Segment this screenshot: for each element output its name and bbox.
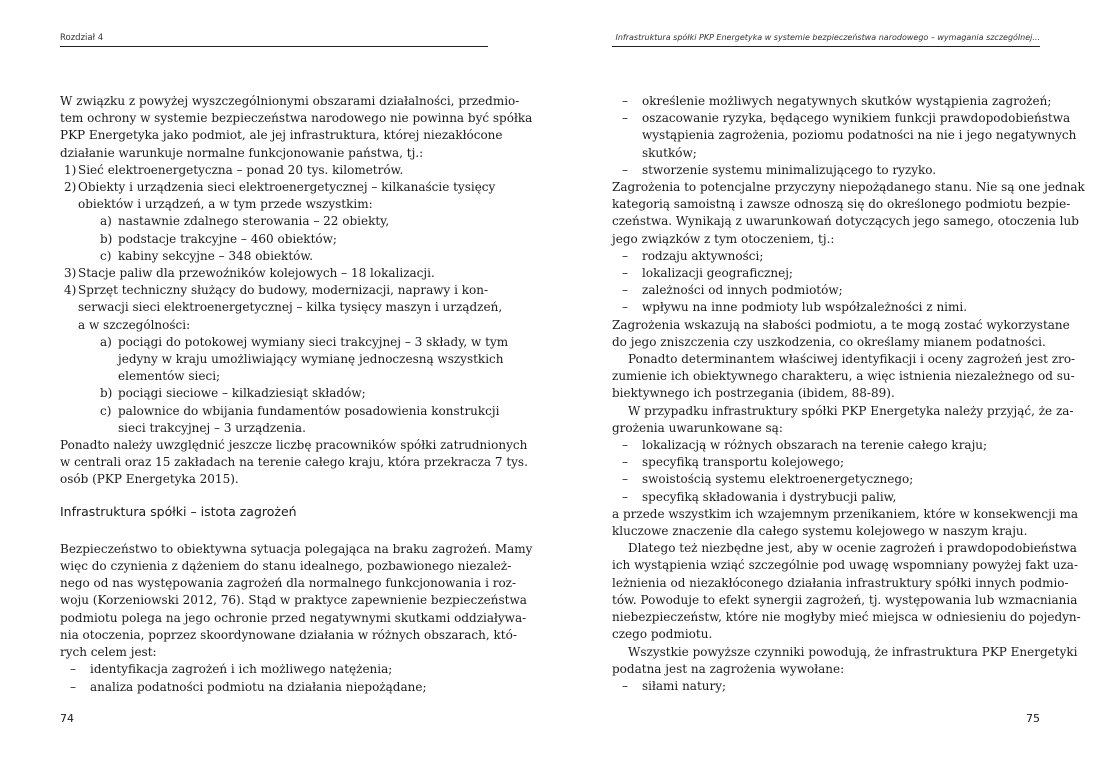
running-head-right: Infrastruktura spółki PKP Energetyka w systemie bezpieczeństwa narodowego – wymagania szczególnej... (615, 33, 1040, 42)
text-line: Zagrożenia to potencjalne przyczyny niepożądanego stanu. Nie są one jednak (612, 180, 1085, 195)
after-list-paragraph (60, 437, 528, 489)
text-line: siłami natury; (642, 678, 727, 693)
right-body (612, 93, 1085, 695)
list-marker: a) (100, 214, 112, 229)
page-number-left: 74 (60, 712, 74, 725)
text-line: skutków; (642, 145, 697, 160)
text-line: działanie warunkuje normalne funkcjonowanie państwa, tj.: (60, 145, 424, 160)
text-line: serwacji sieci elektroenergetycznej – kilka tysięcy maszyn i urządzeń, (78, 300, 503, 315)
text-line: pociągi do potokowej wymiany sieci trakcyjnej – 3 składy, w tym (118, 334, 509, 349)
dash-marker: – (622, 489, 628, 504)
text-line: rodzaju aktywności; (642, 248, 764, 263)
text-line: Obiekty i urządzenia sieci elektroenergetycznej – kilkanaście tysięcy (78, 180, 496, 195)
text-line: Zagrożenia wskazują na słabości podmiotu, a te mogą zostać wykorzystane (612, 317, 1070, 332)
text-line: grożenia uwarunkowane są: (612, 420, 783, 435)
paragraph (612, 317, 1070, 351)
paragraph (612, 540, 1081, 643)
text-line: nastawnie zdalnego sterowania – 22 obiekty, (118, 214, 390, 229)
dash-marker: – (622, 248, 628, 263)
text-line: specyfiką transportu kolejowego; (642, 455, 844, 470)
text-line: W przypadku infrastruktury spółki PKP Energetyka należy przyjąć, że za- (628, 403, 1074, 418)
right-page (612, 0, 1085, 776)
section-paragraph (60, 541, 533, 661)
text-line: lokalizacją w różnych obszarach na terenie całego kraju; (642, 438, 988, 453)
text-line: kabiny sekcyjne – 348 obiektów. (118, 248, 314, 263)
text-line: specyfiką składowania i dystrybucji paliw, (642, 489, 897, 504)
dash-item (612, 93, 1052, 110)
dash-marker: – (622, 438, 628, 453)
text-line: Ponadto determinantem właściwej identyfikacji i oceny zagrożeń jest zro- (628, 352, 1076, 367)
dash-marker: – (622, 94, 628, 108)
text-line: Sprzęt techniczny służący do budowy, modernizacji, naprawy i kon- (78, 283, 489, 298)
dash-item (60, 679, 488, 696)
text-line: a w szczególności: (78, 317, 191, 332)
text-line: Stacje paliw dla przewoźników kolejowych – 18 lokalizacji. (78, 266, 435, 281)
text-line: palownice do wbijania fundamentów posadowienia konstrukcji (118, 403, 500, 418)
list-marker: 2) (64, 180, 77, 195)
dash-item (612, 282, 1040, 299)
text-line: oszacowanie ryzyka, będącego wynikiem funkcji prawdopodobieństwa (642, 111, 1071, 126)
text-line: więc do czynienia z dążeniem do stanu idealnego, pozbawionego niezależ- (60, 559, 512, 574)
sub-list-item (60, 385, 488, 402)
text-line: nia otoczenia, poprzez skoordynowane działania w różnych obszarach, któ- (60, 627, 517, 642)
dash-item (612, 471, 1040, 488)
dash-marker: – (70, 662, 76, 677)
text-line: wystąpienia zagrożenia, poziomu podatności na nie i jego negatywnych (642, 128, 1077, 143)
sub-list-item (60, 403, 500, 437)
dash-item (612, 489, 1040, 506)
dash-marker: – (622, 455, 628, 470)
dash-item (612, 678, 1040, 695)
list-item (60, 162, 488, 179)
list-item (60, 265, 488, 282)
dash-marker: – (70, 679, 76, 694)
text-line: czeństwa. Wynikają z uwarunkowań dotyczących jego samego, otoczenia lub (612, 214, 1079, 229)
text-line: pociągi sieciowe – kilkadziesiąt składów; (118, 386, 366, 401)
page-number-right: 75 (1026, 712, 1040, 725)
list-marker: c) (100, 248, 112, 263)
dash-marker: – (622, 472, 628, 487)
text-line: sieci trakcyjnej – 3 urządzenia. (118, 420, 306, 435)
text-line: ich wystąpienia wziąć szczególnie pod uwagę wspomniany powyżej fakt uza- (612, 558, 1079, 573)
text-line: do jego zniszczenia czy uszkodzenia, co określamy mianem podatności. (612, 334, 1046, 349)
intro-paragraph (60, 93, 533, 162)
text-line: lokalizacji geograficznej; (642, 266, 793, 281)
paragraph (612, 403, 1074, 437)
text-line: w centrali oraz 15 zakładach na terenie całego kraju, która przekracza 7 tys. (60, 455, 528, 470)
text-line: tów. Powoduje to efekt synergii zagrożeń, tj. występowania lub wzmacniania (612, 592, 1078, 607)
text-line: obiektów i urządzeń, a w tym przede wszystkim: (78, 197, 373, 212)
dash-marker: – (622, 266, 628, 281)
list-marker: 3) (64, 266, 77, 281)
paragraph (612, 506, 1079, 540)
text-line: elementów sieci; (118, 369, 221, 384)
list-marker: 4) (64, 283, 77, 298)
text-line: Wszystkie powyższe czynniki powodują, że infrastruktura PKP Energetyki (628, 644, 1078, 659)
sub-list-item (60, 248, 488, 265)
text-line: biektywnego ich postrzegania (ibidem, 88-89). (612, 386, 895, 401)
dash-item (60, 661, 488, 678)
text-line: Bezpieczeństwo to obiektywna sytuacja polegająca na braku zagrożeń. Mamy (60, 541, 533, 556)
dash-marker: – (622, 678, 628, 693)
running-head-left: Rozdział 4 (60, 33, 104, 43)
list-marker: c) (100, 403, 112, 418)
left-body (60, 93, 533, 696)
sub-list-item (60, 231, 488, 248)
dash-item (612, 265, 1040, 282)
text-line: kluczowe znaczenie dla całego systemu kolejowego w naszym kraju. (612, 524, 1028, 539)
dash-item (612, 162, 1040, 179)
dash-item (612, 299, 1040, 316)
text-line: kategorią samoistną i zawsze odnoszą się do określonego podmiotu bezpie- (612, 197, 1071, 212)
dash-marker: – (622, 300, 628, 315)
dash-marker: – (622, 111, 628, 126)
dash-item (612, 437, 1040, 454)
text-line: tem ochrony w systemie bezpieczeństwa narodowego nie powinna być spółka (60, 111, 533, 126)
text-line: Dlatego też niezbędne jest, aby w ocenie zagrożeń i prawdopodobieństwa (628, 541, 1077, 556)
section-heading: Infrastruktura spółki – istota zagrożeń (60, 503, 297, 519)
text-line: identyfikacja zagrożeń i ich możliwego natężenia; (90, 662, 393, 677)
text-line: woju (Korzeniowski 2012, 76). Stąd w praktyce zapewnienie bezpieczeństwa (60, 593, 527, 608)
paragraph (612, 351, 1076, 403)
dash-item (612, 248, 1040, 265)
list-item (60, 282, 503, 334)
text-line: stworzenie systemu minimalizującego to ryzyko. (642, 162, 937, 177)
text-line: niebezpieczeństw, które nie mogłyby mieć miejsca w odniesieniu do pojedyn- (612, 610, 1081, 625)
text-line: określenie możliwych negatywnych skutków wystąpienia zagrożeń; (642, 94, 1052, 108)
paragraph (612, 179, 1085, 248)
text-line: nego od nas występowania zagrożeń dla normalnego funkcjonowania i roz- (60, 576, 517, 591)
text-line: podstacje trakcyjne – 460 obiektów; (118, 231, 337, 246)
text-line: PKP Energetyka jako podmiot, ale jej infrastruktura, której niezakłócone (60, 128, 503, 143)
dash-item (612, 110, 1077, 162)
text-line: zależności od innych podmiotów; (642, 283, 843, 298)
left-page (60, 0, 533, 776)
list-marker: b) (100, 386, 113, 401)
text-line: analiza podatności podmiotu na działania niepożądane; (90, 679, 427, 694)
text-line: Ponadto należy uwzględnić jeszcze liczbę pracowników spółki zatrudnionych (60, 438, 528, 453)
text-line: swoistością systemu elektroenergetycznego; (642, 472, 914, 487)
text-line: leżnienia od niezakłóconego działania infrastruktury spółki innych podmio- (612, 575, 1069, 590)
text-line: wpływu na inne podmioty lub współzależności z nimi. (642, 300, 968, 315)
text-line: jedyny w kraju umożliwiający wymianę jednoczesną wszystkich (118, 352, 504, 367)
sub-list-item (60, 334, 509, 386)
list-marker: b) (100, 231, 113, 246)
header-rule-right (612, 46, 1040, 47)
dash-item (612, 454, 1040, 471)
paragraph (612, 644, 1078, 678)
text-line: W związku z powyżej wyszczególnionymi obszarami działalności, przedmio- (60, 94, 520, 108)
list-marker: 1) (64, 162, 77, 177)
text-line: Sieć elektroenergetyczna – ponad 20 tys. kilometrów. (78, 162, 404, 177)
text-line: a przede wszystkim ich wzajemnym przenikaniem, które w konsekwencji ma (612, 506, 1079, 521)
text-line: osób (PKP Energetyka 2015). (60, 472, 239, 487)
text-line: jego związków z tym otoczeniem, tj.: (612, 231, 835, 246)
text-line: rych celem jest: (60, 645, 157, 660)
dash-marker: – (622, 162, 628, 177)
text-line: czego podmiotu. (612, 627, 713, 642)
header-rule-left (60, 46, 488, 47)
text-line: podatna jest na zagrożenia wywołane: (612, 661, 845, 676)
text-line: podmiotu polega na jego ochronie przed negatywnymi skutkami oddziaływa- (60, 610, 527, 625)
list-item (60, 179, 496, 213)
list-marker: a) (100, 334, 112, 349)
sub-list-item (60, 213, 488, 230)
dash-marker: – (622, 283, 628, 298)
text-line: zumienie ich obiektywnego charakteru, a więc istnienia niezależnego od su- (612, 369, 1075, 384)
